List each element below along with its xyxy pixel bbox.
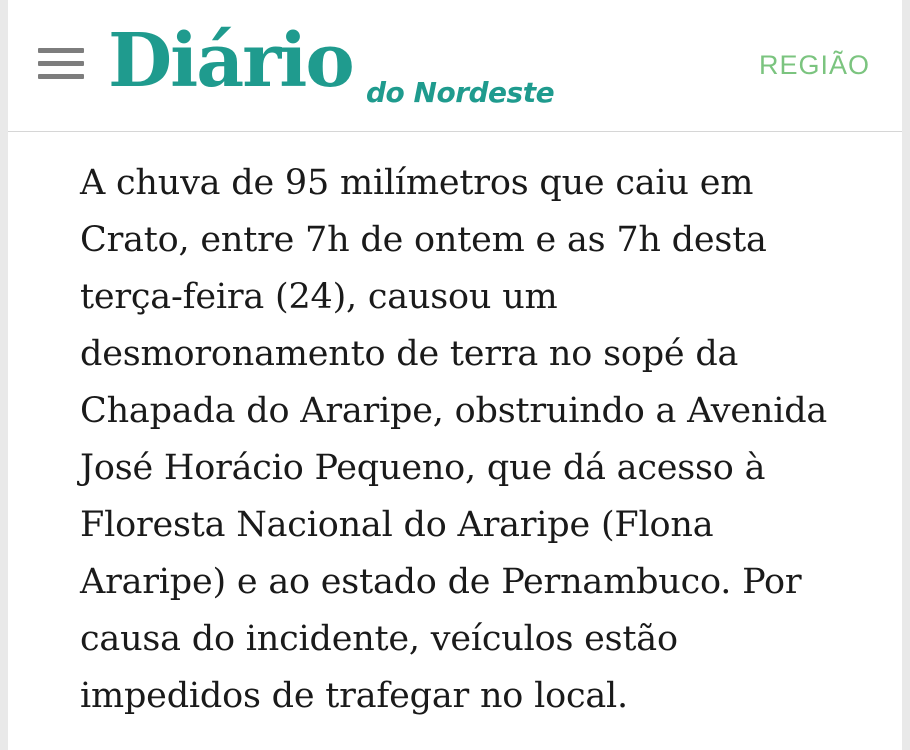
site-logo-main-text: Diário — [108, 18, 353, 104]
menu-bar-top — [38, 48, 84, 53]
site-logo-sub-text: do Nordeste — [366, 76, 555, 109]
page-right-gutter — [902, 0, 910, 750]
article-paragraph: A chuva de 95 milímetros que caiu em Crato, entre 7h de ontem e as 7h desta terça-feira (24), causou um desmoronamento de terra no sopé da Chapada do Araripe, obstruindo a Avenida José Horácio Pequeno, que dá acesso à Floresta Nacional do Araripe (Flona Araripe) e ao estado de Pernambuco. Por causa do incidente, veículos estão impedidos de trafegar no local. — [80, 163, 828, 716]
article-body — [8, 133, 902, 750]
page-left-gutter — [0, 0, 8, 750]
site-logo[interactable] — [108, 18, 555, 112]
menu-bar-bottom — [38, 74, 84, 79]
section-label[interactable]: REGIÃO — [758, 50, 870, 80]
menu-bar-middle — [38, 61, 84, 66]
hamburger-menu-icon[interactable] — [38, 44, 84, 84]
site-header — [8, 0, 902, 132]
